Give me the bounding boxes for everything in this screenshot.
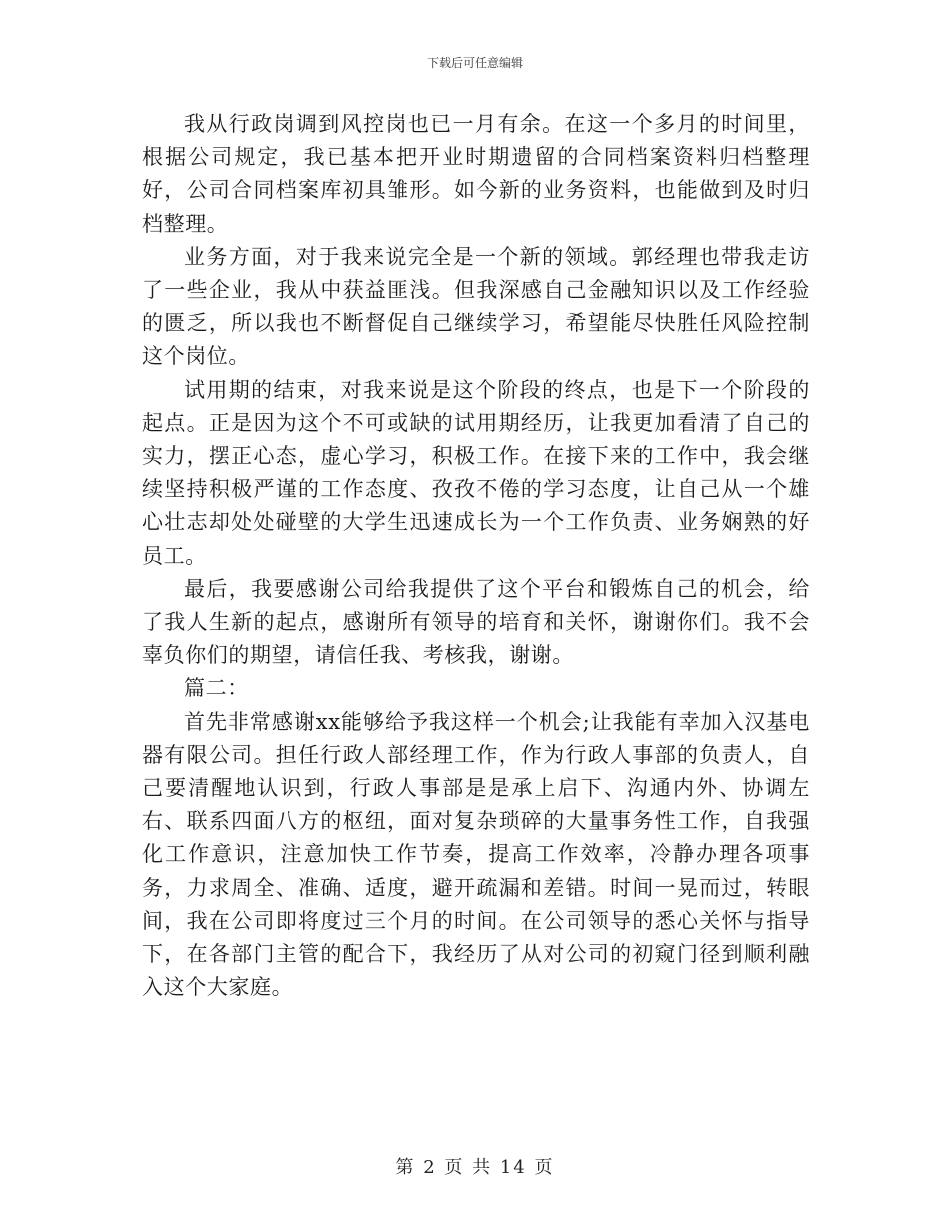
paragraph-4: 最后，我要感谢公司给我提供了这个平台和锻炼自己的机会，给了我人生新的起点，感谢所有领导的培育和关怀，谢谢你们。我不会辜负你们的期望，请信任我、考核我，谢谢。 [142, 576, 810, 668]
paragraph-5: 首先非常感谢xx能够给予我这样一个机会;让我能有幸加入汉基电器有限公司。担任行政人部经理工作，作为行政人事部的负责人，自己要清醒地认识到，行政人事部是是承上启下、沟通内外、协调左右、联系四面八方的枢纽，面对复杂琐碎的大量事务性工作，自我强化工作意识，注意加快工作节奏，提高工作效率，冷静办理各项事务，力求周全、准确、适度，避开疏漏和差错。时间一晃而过，转眼间，我在公司即将度过三个月的时间。在公司领导的悉心关怀与指导下，在各部门主管的配合下，我经历了从对公司的初窥门径到顺利融入这个大家庭。 [142, 709, 810, 1000]
page-header: 下载后可任意编辑 [426, 56, 523, 70]
paragraph-3: 试用期的结束，对我来说是这个阶段的终点，也是下一个阶段的起点。正是因为这个不可或缺的试用期经历，让我更加看清了自己的实力，摆正心态，虚心学习，积极工作。在接下来的工作中，我会继续坚持积极严谨的工作态度、孜孜不倦的学习态度，让自己从一个雄心壮志却处处碰壁的大学生迅速成长为一个工作负责、业务娴熟的好员工。 [142, 377, 810, 568]
paragraph-2: 业务方面，对于我来说完全是一个新的领域。郭经理也带我走访了一些企业，我从中获益匪浅。但我深感自己金融知识以及工作经验的匮乏，所以我也不断督促自己继续学习，希望能尽快胜任风险控制这个岗位。 [142, 244, 810, 369]
section-heading: 篇二： [184, 676, 249, 701]
page-number-footer: 第 2 页 共 14 页 [395, 1157, 555, 1178]
document-body [142, 108, 810, 1004]
paragraph-1: 我从行政岗调到风控岗也已一月有余。在这一个多月的时间里，根据公司规定，我已基本把开业时期遗留的合同档案资料归档整理好，公司合同档案库初具雏形。如今新的业务资料，也能做到及时归档整理。 [142, 112, 810, 236]
